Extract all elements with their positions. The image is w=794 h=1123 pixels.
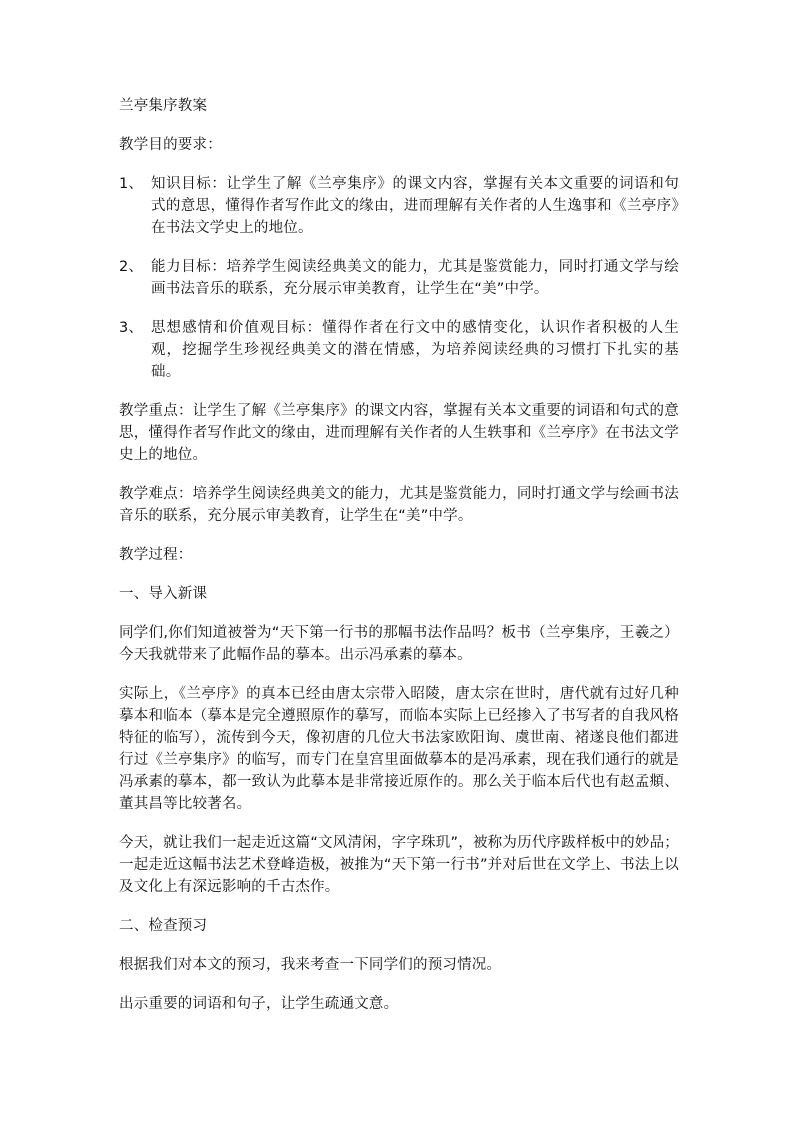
objective-number: 2、 (119, 259, 144, 275)
objective-item-3 (119, 317, 679, 383)
section-1-paragraph-2: 实际上，《兰亭序》的真本已经由唐太宗带入昭陵，唐太宗在世时，唐代就有过好几种摹本和临本（摹本是完全遵照原作的摹写，而临本实际上已经掺入了书写者的自我风格特征的临写），流传到今天，像初唐的几位大书法家欧阳询、虞世南、褚遂良他们都进行过《兰亭集序》的临写，而专门在皇宫里面做摹本的是冯承素，现在我们通行的就是冯承素的摹本，都一致认为此摹本是非常接近原作的。那么关于临本后代也有赵孟頫、董其昌等比较著名。 (119, 686, 679, 812)
objective-text: 知识目标：让学生了解《兰亭集序》的课文内容，掌握有关本文重要的词语和句式的意思，懂得作者写作此文的缘由，进而理解有关作者的人生逸事和《兰亭序》在书法文学史上的地位。 (151, 176, 679, 236)
objective-item-1 (119, 173, 679, 239)
section-2-heading: 二、检查预习 (119, 918, 208, 934)
objective-number: 1、 (119, 176, 144, 192)
objective-item-2 (119, 256, 679, 300)
objectives-heading: 教学目的要求： (119, 137, 222, 153)
section-2-paragraph-1: 根据我们对本文的预习，我来考查一下同学们的预习情况。 (119, 957, 502, 973)
difficulty-paragraph: 教学难点：培养学生阅读经典美文的能力，尤其是鉴赏能力，同时打通文学与绘画书法音乐的联系，充分展示审美教育，让学生在“美”中学。 (119, 486, 679, 524)
objective-number: 3、 (119, 320, 144, 336)
section-1-heading: 一、导入新课 (119, 586, 208, 602)
objective-text: 能力目标：培养学生阅读经典美文的能力，尤其是鉴赏能力，同时打通文学与绘画书法音乐的联系，充分展示审美教育，让学生在“美”中学。 (151, 259, 679, 297)
process-heading: 教学过程： (119, 547, 193, 563)
document-page (119, 95, 679, 1032)
document-title: 兰亭集序教案 (119, 98, 208, 114)
key-point-paragraph: 教学重点：让学生了解《兰亭集序》的课文内容，掌握有关本文重要的词语和句式的意思，懂得作者写作此文的缘由，进而理解有关作者的人生轶事和《兰亭序》在书法文学史上的地位。 (119, 403, 679, 463)
section-2-paragraph-2: 出示重要的词语和句子，让学生疏通文意。 (119, 996, 399, 1012)
section-1-paragraph-1: 同学们,你们知道被誉为“天下第一行书的那幅书法作品吗？板书（兰亭集序，王羲之）今天我就带来了此幅作品的摹本。出示冯承素的摹本。 (119, 625, 679, 663)
section-1-paragraph-3: 今天，就让我们一起走近这篇“文风清闲，字字珠玑”，被称为历代序跋样板中的妙品；一起走近这幅书法艺术登峰造极，被推为“天下第一行书”并对后世在文学上、书法上以及文化上有深远影响的千古杰作。 (119, 835, 679, 895)
objective-text: 思想感情和价值观目标：懂得作者在行文中的感情变化，认识作者积极的人生观，挖掘学生珍视经典美文的潜在情感，为培养阅读经典的习惯打下扎实的基础。 (151, 320, 679, 380)
